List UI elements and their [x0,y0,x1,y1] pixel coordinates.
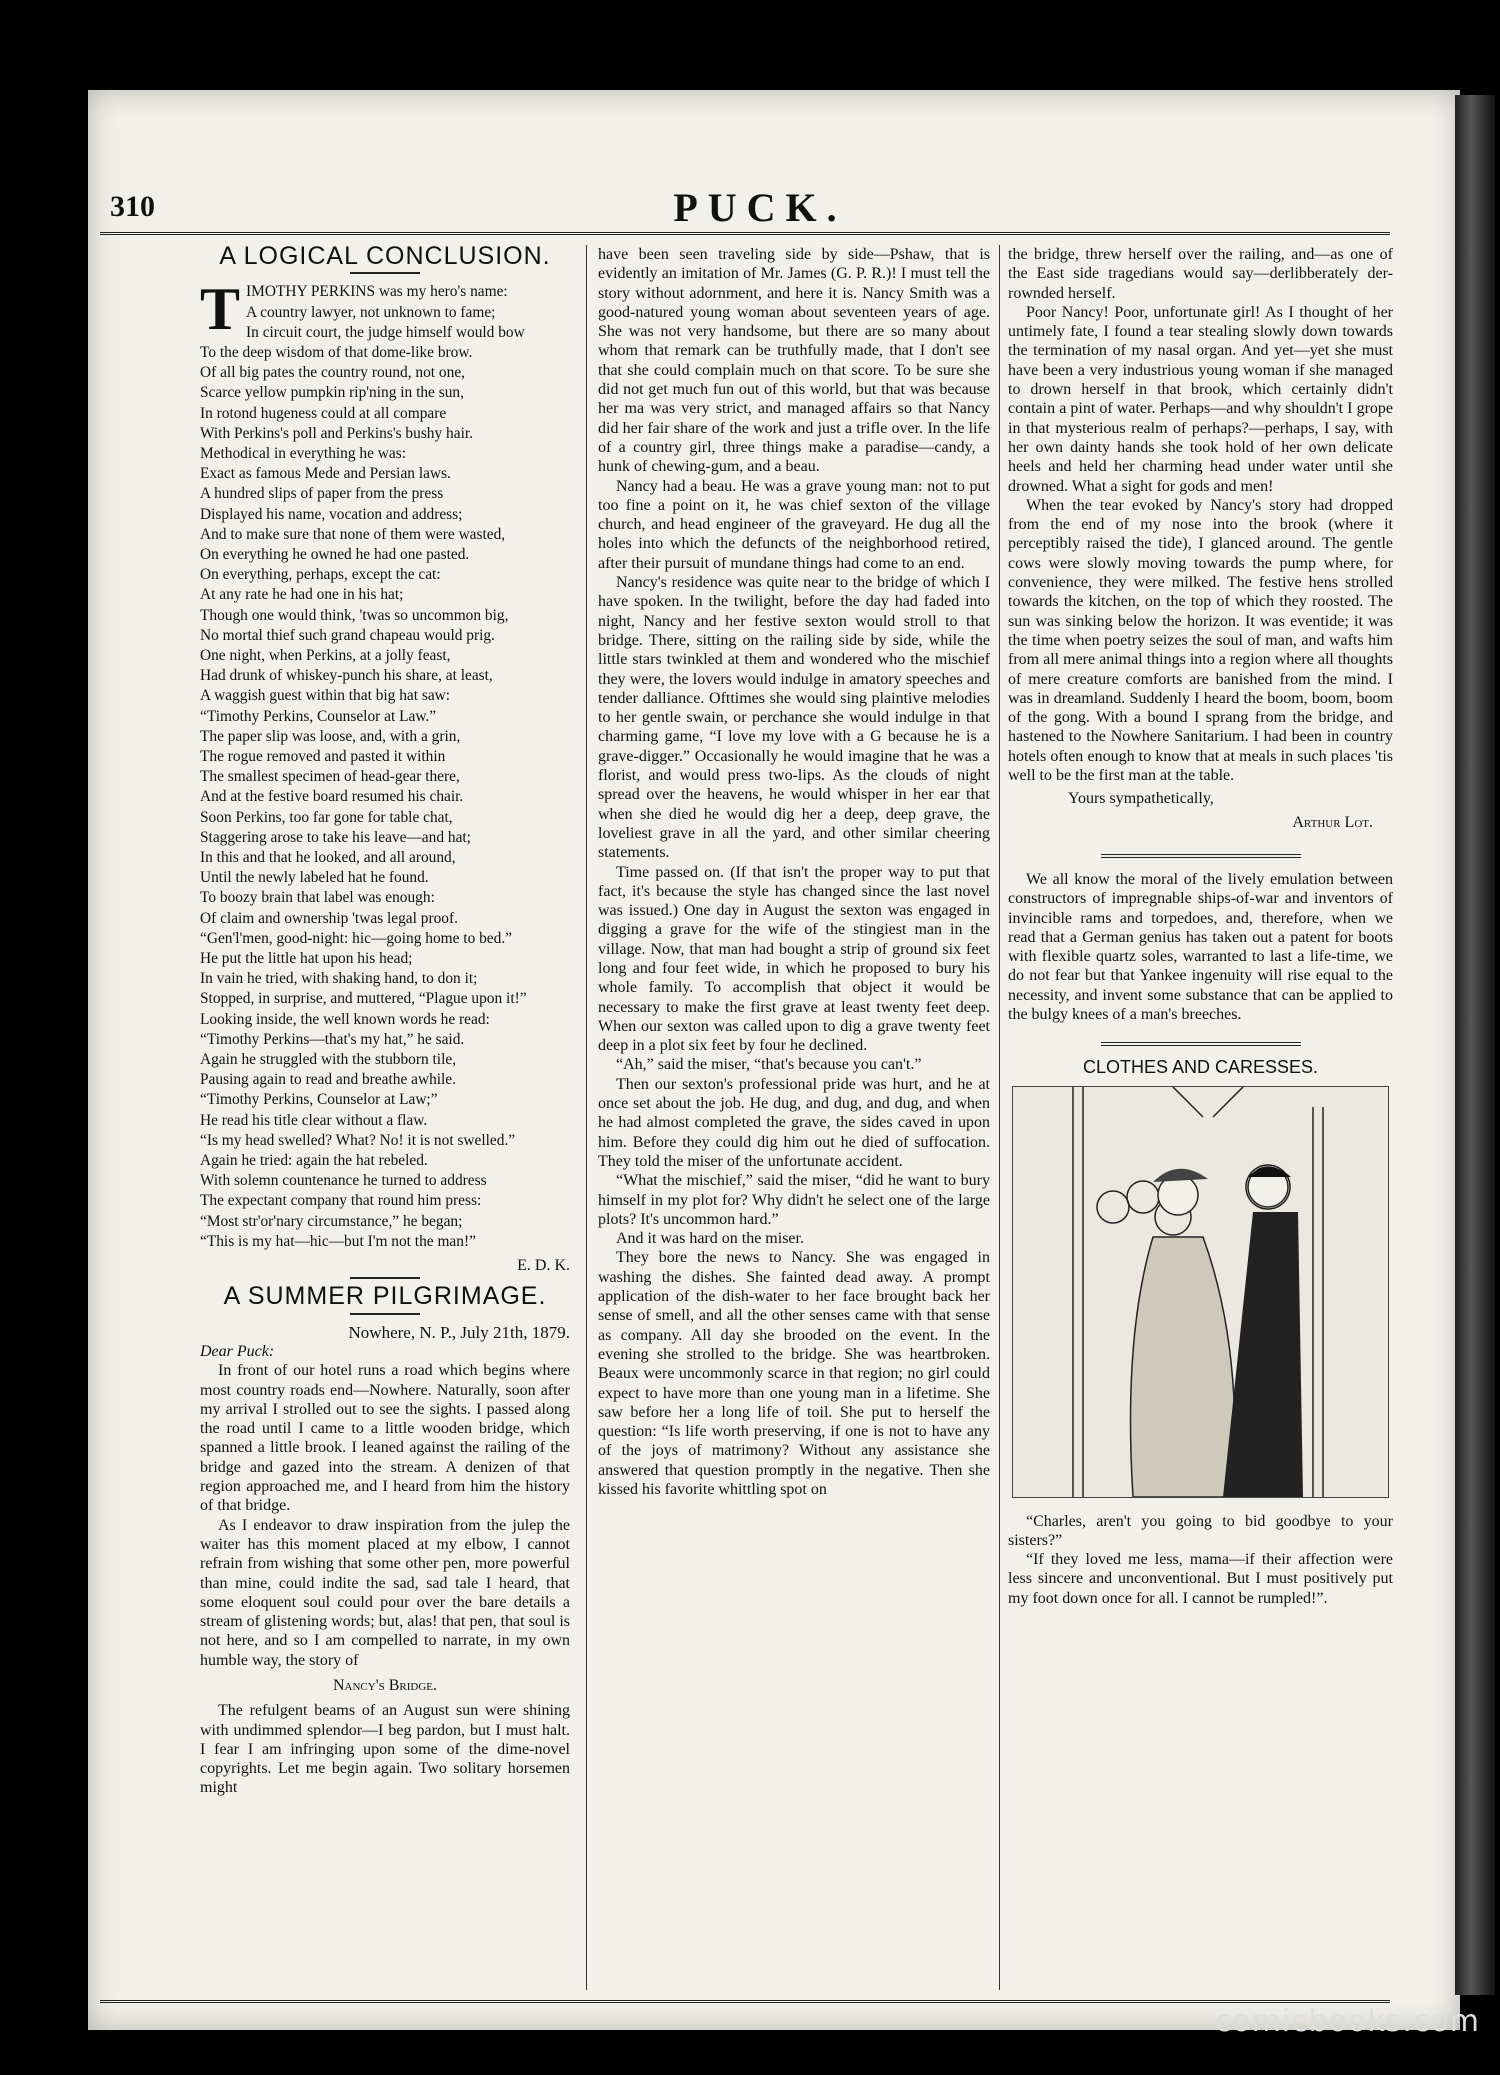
title-rule [350,1313,420,1315]
poem-line: To the deep wisdom of that dome-like brow. [200,343,473,361]
poem-line: Again he tried: again the hat rebeled. [200,1152,428,1170]
paragraph: And it was hard on the miser. [616,1230,804,1248]
caption-line: “Charles, aren't you going to bid goodbye to your sisters?” [1008,1512,1393,1549]
column-divider [999,245,1000,1990]
poem-line: In vain he tried, with shaking hand, to don it; [200,970,478,988]
paragraph: “What the mischief,” said the miser, “did he want to bury himself in my plot for? Why didn't he select one of the large plots? It's uncommon hard.” [598,1172,990,1228]
poem-line: On everything he owned he had one pasted. [200,545,470,563]
column-3 [1008,245,1393,1990]
poem-line: One night, when Perkins, at a jolly feast, [200,646,451,664]
letter-title: A SUMMER PILGRIMAGE. [223,1282,547,1311]
poem-line: No mortal thief such grand chapeau would prig. [200,626,495,644]
poem-line: A waggish guest within that big hat saw: [200,687,451,705]
paragraph: The refulgent beams of an August sun were shining with undimmed splendor—I beg pardon, but I must halt. I fear I am infringing upon some of the dime-novel copyrights. Let me begin again. Two solitary horsemen might [200,1702,570,1797]
cartoon-title: CLOTHES AND CARESSES. [1082,1057,1319,1078]
paragraph: the bridge, threw herself over the railing, and—as one of the East side tragedians would say—derlibberately der-rownded herself. [1008,246,1393,302]
watermark: comicbooks.com [1214,2004,1480,2039]
poem-line: He put the little hat upon his head; [200,950,413,967]
poem [200,276,570,1252]
poem-line: Stopped, in surprise, and muttered, “Plague upon it!” [200,990,527,1008]
title-rule [350,272,420,274]
column-divider [586,245,587,1990]
poem-line: With Perkins's poll and Perkins's bushy hair. [200,424,473,442]
dateline: Nowhere, N. P., July 21th, 1879. [348,1322,570,1342]
poem-line: And to make sure that none of them were wasted, [200,525,506,543]
poem-line: The smallest specimen of head-gear there, [200,768,460,786]
cartoon-illustration [1012,1086,1389,1498]
paragraph: have been seen traveling side by side—Pshaw, that is evidently an imitation of Mr. James (G. P. R.)! I must tell the story without adornment, and here it is. Nancy Smith was a good-natured young woman about seventeen years of age. She was not very handsome, but there are so many about whom that remark can be truthfully made, that I don't see that she could complain much on that score. To be sure she did not get much fun out of this world, but that was because her ma was very strict, and managed affairs so that Nancy did her fair share of the work and just a trifle over. In the life of a country girl, three things make a paradise—candy, a hunk of chewing-gum, and a beau. [598,246,990,476]
poem-line: With solemn countenance he turned to address [200,1172,487,1190]
section-rule [1101,854,1301,858]
poem-line: Scarce yellow pumpkin rip'ning in the sun, [200,384,464,402]
letter-signature: Arthur Lot. [1292,813,1373,831]
poem-line: Pausing again to read and breathe awhile. [200,1071,456,1089]
section-rule [1101,1042,1301,1046]
section-rule [350,1277,420,1279]
poem-line: Had drunk of whiskey-punch his share, at least, [200,667,493,685]
header-rule [100,232,1390,235]
poem-line: In this and that he looked, and all around, [200,848,456,866]
poem-line: “Gen'l'men, good-night: hic—going home to bed.” [200,929,513,947]
poem-line: “Timothy Perkins, Counselor at Law.” [200,707,437,725]
caption-line: “If they loved me less, mama—if their affection were less sincere and unconventional. But I must positively put my foot down once for all. I cannot be rumpled!”. [1008,1551,1393,1607]
poem-line: Until the newly labeled hat he found. [200,869,429,887]
poem-line: Displayed his name, vocation and address; [200,505,463,523]
poem-line: At any rate he had one in his hat; [200,586,404,604]
poem-lines [200,276,570,1252]
page-number: 310 [110,190,155,223]
poem-line: A hundred slips of paper from the press [200,485,444,503]
poem-signature: E. D. K. [517,1257,570,1275]
paragraph: Time passed on. (If that isn't the proper way to put that fact, it's because the style has changed since the last novel was issued.) One day in August the sexton was engaged in digging a grave for the wife of the stingiest man in the village. Now, that man had bought a strip of ground six feet long and four feet wide, in which he proposed to bury his whole family. To accomplish that object it would be necessary to make the first grave at least twenty feet deep. When our sexton was called upon to dig a grave twenty feet deep in a plot six feet by four he declined. [598,863,990,1055]
poem-line: Staggering arose to take his leave—and hat; [200,828,471,846]
poem-line: Exact as famous Mede and Persian laws. [200,465,451,483]
paragraph: They bore the news to Nancy. She was engaged in washing the dishes. She fainted dead away. A prompt application of the dish-water to her face brought back her sense of smell, and all the other senses came with that sense as company. All day she brooded on the event. In the evening she strolled to the bridge. She was heartbroken. Beaux were uncommonly scarce in that region; no girl could expect to have more than one young man in a lifetime. She saw before her a long life of toil. She put to herself the question: “Is life worth preserving, if one is not to have any of the joys of matrimony? Without any assistance she answered that question promptly in the negative. Then she kissed his favorite whittling spot on [598,1249,990,1498]
masthead: PUCK. [673,185,847,230]
closing: Yours sympathetically, [1068,790,1214,808]
poem-line: In rotond hugeness could at all compare [200,404,447,422]
poem-line: Again he struggled with the stubborn tile, [200,1051,457,1069]
poem-title: A LOGICAL CONCLUSION. [219,245,551,270]
poem-line: To boozy brain that label was enough: [200,889,435,907]
poem-line: He read his title clear without a flaw. [200,1111,428,1129]
book-spine [1455,95,1495,1995]
poem-line: And at the festive board resumed his chair. [200,788,464,806]
poem-line: Though one would think, 'twas so uncommon big, [200,606,509,624]
poem-line: “Timothy Perkins—that's my hat,” he said. [200,1030,465,1048]
poem-line: Soon Perkins, too far gone for table chat, [200,808,453,826]
drop-cap: T [200,276,241,343]
poem-line: IMOTHY PERKINS was my hero's name: [246,283,508,301]
paragraph: Poor Nancy! Poor, unfortunate girl! As I thought of her untimely fate, I found a tear stealing slowly down towards the termination of my nasal organ. And yet—yet she must have been a very industrious young woman if she managed to drown herself in that brook, which certainly didn't contain a pint of water. Perhaps—and why shouldn't I grope in that mysterious realm of perhaps?—perhaps, I say, with her own dainty hands she took hold of her own delicate heels and held her charming head under water until she drowned. What a sight for gods and men! [1008,303,1393,495]
column-2 [598,245,990,1990]
paragraph: Nancy had a beau. He was a grave young man: not to put too fine a point on it, he was chief sexton of the village church, and head engineer of the graveyard. He dug all the holes into which the defuncts of the neighborhood retired, after their pursuit of mundane things had come to an end. [598,477,990,572]
cartoon-drawing [1013,1087,1388,1497]
poem-line: Of all big pates the country round, not one, [200,364,465,382]
poem-line: The expectant company that round him press: [200,1192,482,1210]
salutation: Dear Puck: [200,1342,275,1360]
moral-paragraph: We all know the moral of the lively emulation between constructors of impregnable ships-of-war and inventors of invincible rams and torpedoes, and, therefore, when we read that a German genius has taken out a patent for boots with flexible quartz soles, warranted to last a life-time, we do not fear but that Yankee ingenuity will rise equal to the necessity, and invent some substance that can be applied to the bulgy knees of a man's breeches. [1008,870,1393,1023]
poem-line: In circuit court, the judge himself would bow [246,323,525,341]
paragraph: Then our sexton's professional pride was hurt, and he at once set about the job. He dug, and dug, and dug, and when he had almost completed the grave, the sides caved in upon him. Before they could dig him out he died of suffocation. They told the miser of the unfortunate accident. [598,1075,990,1170]
poem-line: “Most str'or'nary circumstance,” he began; [200,1212,463,1230]
poem-line: Methodical in everything he was: [200,444,407,462]
poem-line: “Timothy Perkins, Counselor at Law;” [200,1091,438,1109]
footer-rule [100,2000,1390,2003]
poem-line: “This is my hat—hic—but I'm not the man!” [200,1232,476,1250]
poem-line: The rogue removed and pasted it within [200,747,446,765]
poem-line: “Is my head swelled? What? No! it is not swelled.” [200,1131,516,1149]
poem-line: Looking inside, the well known words he read: [200,1010,490,1028]
paragraph: In front of our hotel runs a road which begins where most country roads end—Nowhere. Naturally, soon after my arrival I strolled out to see the sights. I passed along the road until I came to a little wooden bridge, which spanned a little brook. I leaned against the railing of the bridge and gazed into the stream. A denizen of that region approached me, and I heard from him the history of that bridge. [200,1362,570,1515]
poem-line: A country lawyer, not unknown to fame; [246,303,496,321]
poem-line: On everything, perhaps, except the cat: [200,566,441,584]
paragraph: When the tear evoked by Nancy's story had dropped from the end of my nose into the brook (where it perceptibly raised the tide), I glanced around. The gentle cows were slowly moving towards the pump where, for convenience, they were milked. The festive hens strolled towards the kitchen, on the top of which they roosted. The sun was sinking below the horizon. It was eventide; it was the time when poetry seizes the soul of man, and wafts him from all mere animal things into a region where all thoughts of mere creature comforts are banished from the mind. I was in dreamland. Suddenly I heard the boom, boom, boom of the gong. With a bound I sprang from the bridge, and hastened to the Nowhere Sanitarium. I had been in country hotels often enough to know that at meals in such places 'tis well to be the first man at the table. [1008,496,1393,785]
column-1 [200,245,570,1990]
paragraph: Nancy's residence was quite near to the bridge of which I have spoken. In the twilight, before the day had faded into night, Nancy and her festive sexton would stroll to that bridge. There, sitting on the railing side by side, while the little stars twinkled at them and wondered who the mischief they were, the lovers would indulge in amatory speeches and tender dalliance. Ofttimes she would sing plaintive melodies to her gentle swain, or perchance she would indulge in that charming game, “I love my love with a G because he is a grave-digger.” Occasionally he would imagine that he was a florist, and would press two-lips. As the clouds of night spread over the heavens, he would whisper in her ear that when she died he would dig her a deep, deep grave, the loveliest grave in all the yard, and other similar cheering statements. [598,574,990,862]
story-subhead: Nancy's Bridge. [332,1676,437,1694]
poem-line: Of claim and ownership 'twas legal proof. [200,909,458,927]
paragraph: As I endeavor to draw inspiration from the julep the waiter has this moment placed at my elbow, I cannot refrain from wishing that some other pen, more powerful than mine, could indite the sad, sad tale I heard, that some eloquent soul could pour over the bare details a stream of glistening words; but, alas! that pen, that soul is not here, and so I am compelled to narrate, in my own humble way, the story of [200,1516,570,1669]
poem-line: The paper slip was loose, and, with a grin, [200,727,461,745]
paragraph: “Ah,” said the miser, “that's because you can't.” [616,1056,922,1074]
